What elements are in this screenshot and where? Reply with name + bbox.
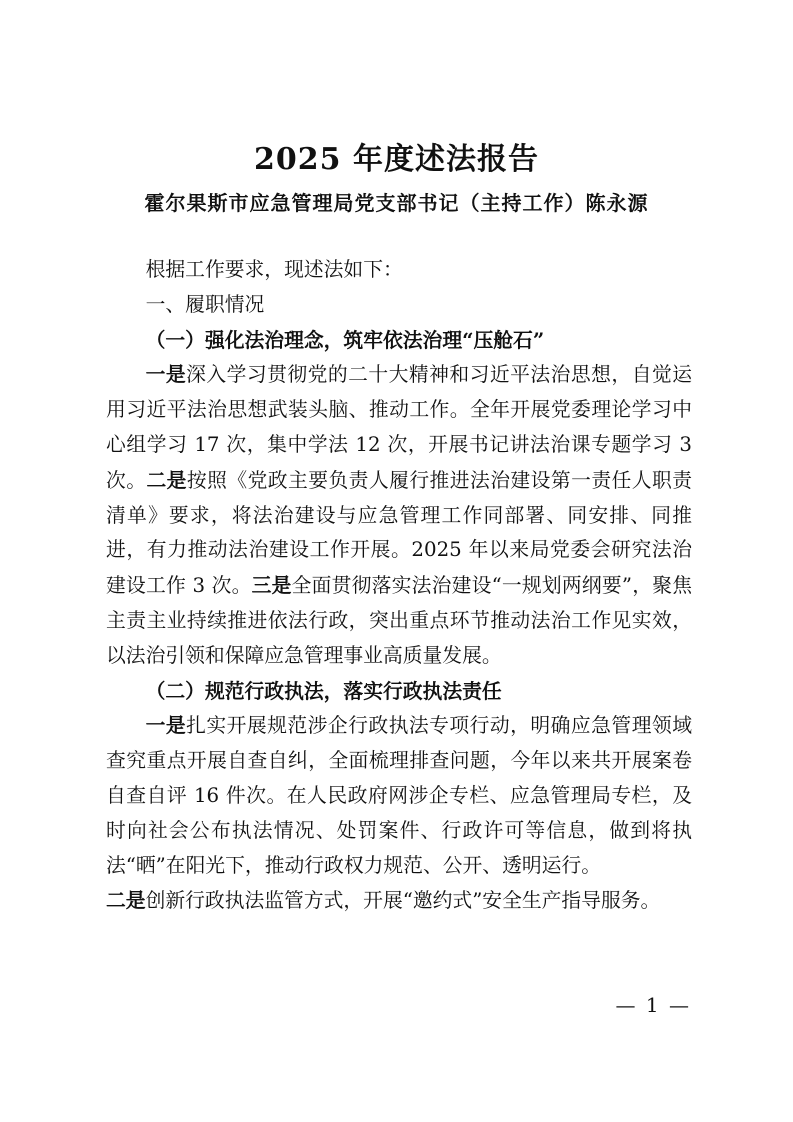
lead-1-1: 一是 [145, 362, 187, 387]
text-1-1: 深入学习贯彻党的二十大精神和习近平法治思想，自觉运用习近平法治思想武装头脑、推动工作。全年开展党委理论学习中心组学习 17 次，集中学法 12 次，开展书记讲法治课专题学习 3 次。 [106, 363, 692, 492]
lead-2-1: 一是 [145, 713, 187, 738]
paragraph-3 [106, 883, 692, 919]
section-heading: 一、履职情况 [145, 292, 265, 316]
document-body [106, 253, 692, 919]
page-subtitle: 霍尔果斯市应急管理局党支部书记（主持工作）陈永源 [144, 191, 649, 215]
text-1-3: 全面贯彻落实法治建设“一规划两纲要”，聚焦主责主业持续推进依法行政，突出重点环节推动法治工作见实效，以法治引领和保障应急管理事业高质量发展。 [106, 574, 692, 667]
lead-1-3: 三是 [251, 573, 292, 598]
text-2-2: 创新行政执法监管方式，开展“邀约式”安全生产指导服务。 [145, 889, 661, 913]
text-2-1: 扎实开展规范涉企行政执法专项行动，明确应急管理领域查究重点开展自查自纠，全面梳理排查问题，今年以来共开展案卷自查自评 16 件次。在人民政府网涉企专栏、应急管理局专栏，及时向社会公布执法情况、处罚案件、行政许可等信息，做到将执法“晒”在阳光下，推动行政权力规范、公开、透明运行。 [106, 714, 692, 877]
lead-1-2: 二是 [146, 467, 187, 492]
intro-paragraph: 根据工作要求，现述法如下： [145, 258, 403, 281]
page-title: 2025 年度述法报告 [254, 142, 539, 177]
subsection-heading-1: （一）强化法治理念，筑牢依法治理“压舱石” [145, 327, 545, 352]
page-number: — 1 — [615, 993, 691, 1017]
paragraph-2 [106, 708, 692, 883]
lead-2-2: 二是 [106, 888, 146, 913]
paragraph-1 [106, 357, 692, 673]
subsection-heading-2: （二）规范行政执法，落实行政执法责任 [145, 678, 502, 703]
text-1-2: 按照《党政主要负责人履行推进法治建设第一责任人职责清单》要求，将法治建设与应急管理工作同部署、同安排、同推进，有力推动法治建设工作开展。2025 年以来局党委会研究法治建设工作 3 次。 [106, 468, 692, 598]
